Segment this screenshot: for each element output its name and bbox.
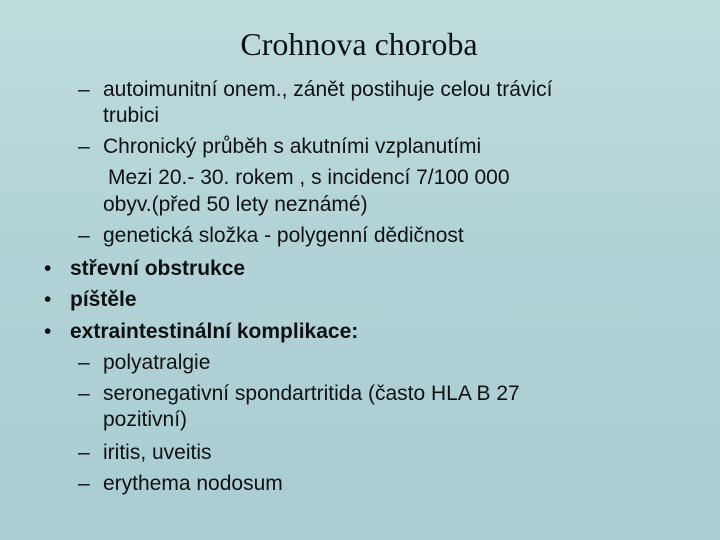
text-line-polyarthralgia: polyatralgie	[103, 351, 211, 374]
bullet-obstruction: střevní obstrukce	[70, 257, 246, 280]
slide-title: Crohnova choroba	[240, 26, 478, 62]
text-line-autoimmune: autoimunitní onem., zánět postihuje celou trávicí	[103, 78, 553, 101]
bullet-marker: •	[44, 320, 52, 343]
text-line-iritis: iritis, uveitis	[103, 441, 212, 464]
text-line-population: obyv.(před 50 lety neznámé)	[103, 193, 368, 216]
bullet-marker: •	[44, 257, 52, 280]
text-line-spondarthritis-cont: pozitivní)	[103, 408, 188, 431]
text-line-autoimmune-cont: trubici	[103, 104, 160, 127]
dash-marker: –	[78, 135, 90, 158]
bullet-marker: •	[44, 288, 52, 311]
dash-marker: –	[78, 351, 90, 374]
bullet-fistulas: píštěle	[70, 288, 137, 311]
text-line-erythema: erythema nodosum	[103, 472, 283, 495]
text-line-age: Mezi 20.- 30. rokem , s incidencí 7/100 000	[108, 166, 510, 189]
dash-marker: –	[78, 224, 90, 247]
dash-marker: –	[78, 472, 90, 495]
text-line-spondarthritis: seronegativní spondartritida (často HLA B 27	[103, 382, 520, 405]
dash-marker: –	[78, 441, 90, 464]
text-line-chronic: Chronický průběh s akutními vzplanutími	[103, 135, 482, 158]
dash-marker: –	[78, 78, 90, 101]
dash-marker: –	[78, 382, 90, 405]
bullet-extraintestinal: extraintestinální komplikace:	[70, 320, 359, 343]
text-line-genetic: genetická složka - polygenní dědičnost	[103, 224, 464, 247]
